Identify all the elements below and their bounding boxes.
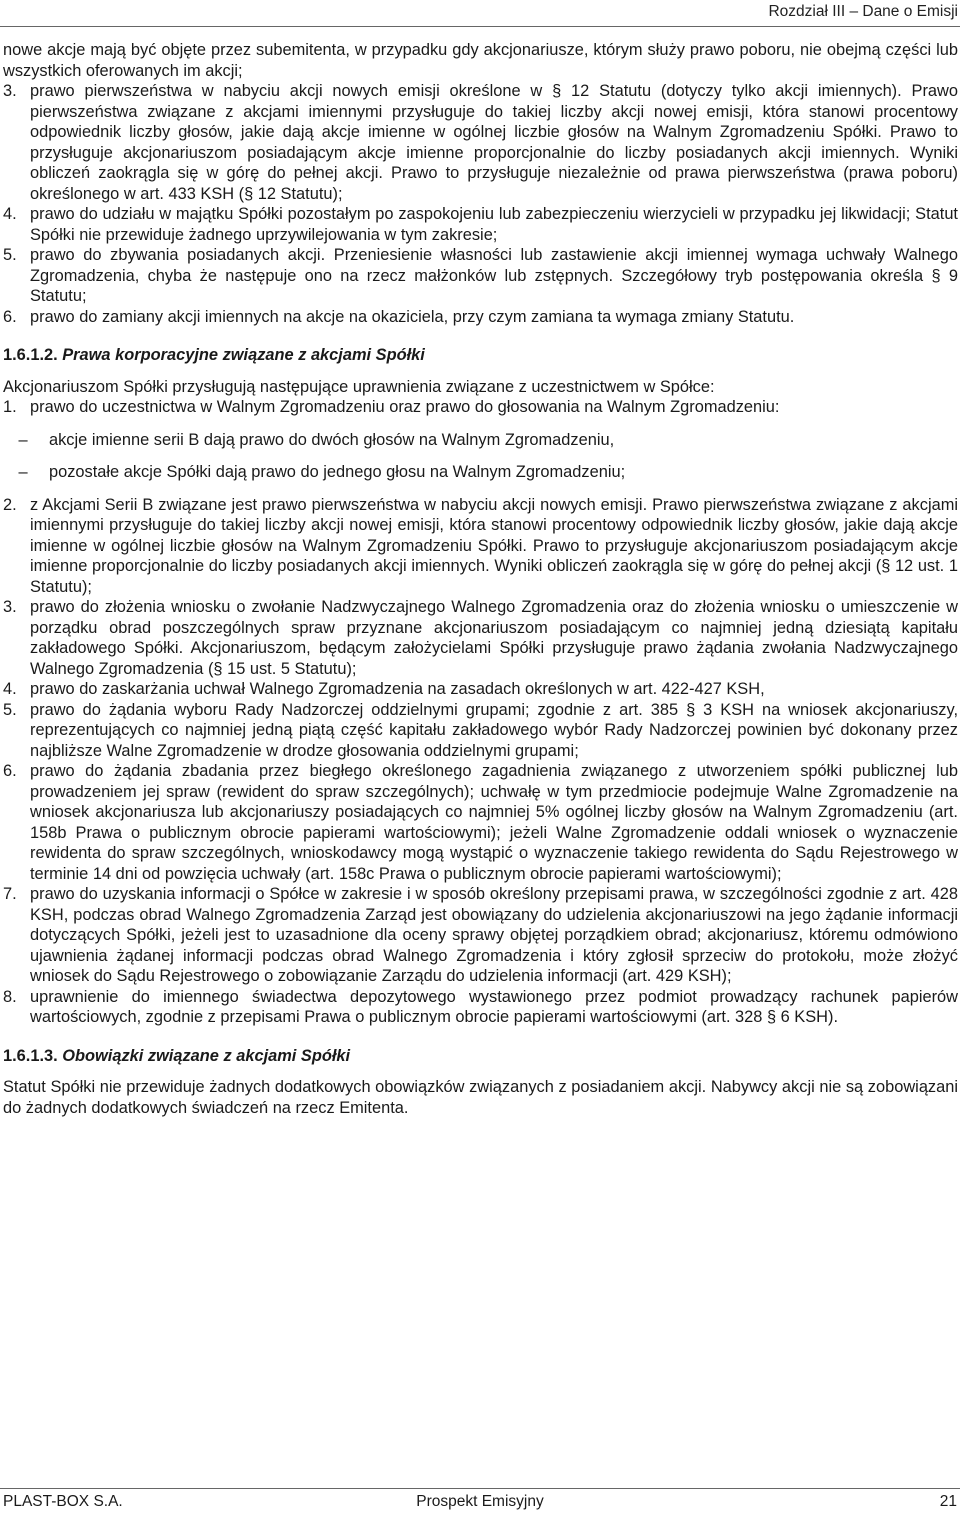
- footer-rule: [0, 1488, 960, 1489]
- page-number: 21: [939, 1493, 957, 1510]
- document-body: [3, 40, 958, 1118]
- list-item-text: prawo do zaskarżania uchwał Walnego Zgromadzenia na zasadach określonych w art. 422-427 KSH,: [30, 680, 765, 698]
- list-item-text: prawo do uczestnictwa w Walnym Zgromadzeniu oraz prawo do głosowania na Walnym Zgromadzeniu:: [30, 398, 780, 416]
- dash-marker: –: [18, 430, 28, 449]
- list-number: 2.: [3, 495, 17, 514]
- list-item: [3, 679, 958, 700]
- list-item: [3, 397, 958, 418]
- list-item-text: uprawnienie do imiennego świadectwa depozytowego wystawionego przez podmiot prowadzący rachunek papierów wartościowych, zgodnie z przepisami Prawa o publicznym obrocie papierami wartościowymi (art. 328 § 6 KSH).: [30, 987, 958, 1026]
- section-title: Obowiązki związane z akcjami Spółki: [62, 1046, 351, 1065]
- sub-list-item: [3, 462, 958, 483]
- list-item: [3, 761, 958, 884]
- list-number: 3.: [3, 82, 17, 100]
- section-text: Statut Spółki nie przewiduje żadnych dodatkowych obowiązków związanych z posiadaniem akcji. Nabywcy akcji nie są zobowiązani do żadnych dodatkowych świadczeń na rzecz Emitenta.: [3, 1078, 958, 1117]
- list-item-text: prawo do udziału w majątku Spółki pozostałym po zaspokojeniu lub zabezpieczeniu wierzycieli w przypadku jej likwidacji; Statut Spółki nie przewiduje żadnego uprzywilejowania w tym zakresie;: [30, 205, 958, 244]
- list-item-text: z Akcjami Serii B związane jest prawo pierwszeństwa w nabyciu akcji nowych emisji. Prawo pierwszeństwa związane z akcjami imiennymi przysługuje do takiej liczby akcji nowej emisji, która stanowi procentowy odpowiednik liczby głosów, jakie dają akcje imienne w ogólnej liczbie głosów na Walnym Zgromadzeniu Spółki. Prawo to przysługuje akcjonariuszom posiadającym akcje imienne proporcjonalnie do liczby posiadanych akcji imiennych. Wyniki obliczeń zaokrągla się w górę do pełnej akcji (§ 12 ust. 1 Statutu);: [30, 495, 958, 596]
- list-item: [3, 245, 958, 307]
- list-item: [3, 81, 958, 204]
- header-rule: [0, 26, 960, 27]
- list-item: [3, 700, 958, 762]
- section-heading: [3, 1046, 958, 1067]
- list-number: 8.: [3, 987, 17, 1006]
- list-item: [3, 597, 958, 679]
- list-number: 1.: [3, 398, 17, 416]
- list-item-text: prawo do żądania wyboru Rady Nadzorczej oddzielnymi grupami; zgodnie z art. 385 § 3 KSH na wniosek akcjonariuszy, reprezentujących co najmniej jedną piątą część kapitału zakładowego wybór Rady Nadzorczej powinien być dokonany przez najbliższe Walne Zgromadzenie w drodze głosowania oddzielnymi grupami;: [30, 700, 958, 760]
- list-item: [3, 204, 958, 245]
- footer-document-title: Prospekt Emisyjny: [416, 1493, 544, 1510]
- list-item: [3, 884, 958, 987]
- list-number: 7.: [3, 885, 17, 903]
- footer-company: PLAST-BOX S.A.: [3, 1493, 123, 1510]
- sub-list-item-text: akcje imienne serii B dają prawo do dwóch głosów na Walnym Zgromadzeniu,: [49, 430, 615, 449]
- section-number: 1.6.1.3.: [3, 1046, 58, 1065]
- sub-list-item-text: pozostałe akcje Spółki dają prawo do jednego głosu na Walnym Zgromadzeniu;: [49, 463, 626, 481]
- list-number: 6.: [3, 307, 17, 326]
- section-heading: [3, 345, 958, 366]
- list-item: [3, 987, 958, 1028]
- list-item-text: prawo do zbywania posiadanych akcji. Przeniesienie własności lub zastawienie akcji imiennej wymaga uchwały Walnego Zgromadzenia, chyba że następuje ono na rzecz małżonków lub zstępnych. Szczegółowy tryb postępowania określa § 9 Statutu;: [30, 246, 958, 305]
- section-title: Prawa korporacyjne związane z akcjami Spółki: [62, 346, 425, 364]
- list-item-text: prawo do żądania zbadania przez biegłego określonego zagadnienia związanego z utworzeniem spółki publicznej lub prowadzeniem jej spraw (rewident do spraw szczególnych); uchwałę w tym przedmiocie podejmuje Walne Zgromadzenie na wniosek akcjonariusza lub akcjonariuszy posiadających co najmniej 5% ogólnej liczby głosów na Walnym Zgromadzeniu (art. 158b Prawa o publicznym obrocie papierami wartościowymi); jeżeli Walne Zgromadzenie oddali wniosek o wyznaczenie rewidenta do spraw szczególnych, wnioskodawcy mogą wystąpić o wyznaczenie takiego rewidenta do Sądu Rejestrowego w terminie 14 dni od powzięcia uchwały (art. 158c Prawa o publicznym obrocie papierami wartościowymi);: [30, 762, 958, 883]
- list-number: 4.: [3, 205, 17, 223]
- list-item-text: prawo do zamiany akcji imiennych na akcje na okaziciela, przy czym zamiana ta wymaga zmiany Statutu.: [30, 307, 795, 326]
- section-intro: Akcjonariuszom Spółki przysługują następujące uprawnienia związane z uczestnictwem w Spółce:: [3, 377, 715, 396]
- list-item-text: prawo do złożenia wniosku o zwołanie Nadzwyczajnego Walnego Zgromadzenia oraz do złożenia wniosku o umieszczenie w porządku obrad poszczególnych spraw przyznane akcjonariuszom posiadającym co najmniej jedną dziesiątą kapitału zakładowego Spółki. Akcjonariuszom, będącym założycielami Spółki przysługuje prawo żądania zwołania Nadzwyczajnego Walnego Zgromadzenia (§ 15 ust. 5 Statutu);: [30, 598, 958, 678]
- list-item: [3, 495, 958, 598]
- list-number: 5.: [3, 246, 17, 264]
- list-item-text: prawo do uzyskania informacji o Spółce w zakresie i w sposób określony przepisami prawa, w szczególności zgodnie z art. 428 KSH, podczas obrad Walnego Zgromadzenia Zarząd jest obowiązany do udzielenia akcjonariuszowi na jego żądanie informacji dotyczących Spółki, jeżeli jest to uzasadnione dla oceny sprawy objętej porządkiem obrad; akcjonariusz, któremu odmówiono ujawnienia żądanej informacji podczas obrad Walnego Zgromadzenia i który zgłosił sprzeciw do protokołu, może złożyć wniosek do Sądu Rejestrowego o zobowiązanie Zarządu do udzielenia informacji (art. 429 KSH);: [30, 885, 958, 985]
- list-number: 6.: [3, 762, 17, 780]
- dash-marker: –: [18, 463, 28, 481]
- sub-list-item: [3, 430, 958, 451]
- list-number: 3.: [3, 598, 17, 616]
- running-header: Rozdział III – Dane o Emisji: [768, 3, 958, 20]
- intro-continuation: nowe akcje mają być objęte przez subemitenta, w przypadku gdy akcjonariusze, którym służy prawo poboru, nie obejmą części lub wszystkich oferowanych im akcji;: [3, 41, 958, 80]
- list-number: 4.: [3, 680, 17, 698]
- section-number: 1.6.1.2.: [3, 346, 58, 364]
- list-item-text: prawo pierwszeństwa w nabyciu akcji nowych emisji określone w § 12 Statutu (dotyczy tylko akcji imiennych). Prawo pierwszeństwa związane z akcjami imiennymi przysługuje do takiej liczby akcji nowej emisji, która stanowi procentowy odpowiednik liczby głosów, jakie dają akcje imienne w ogólnej liczbie głosów na Walnym Zgromadzeniu Spółki. Prawo to przysługuje akcjonariuszom posiadającym akcje imienne proporcjonalnie do liczby posiadanych akcji imiennych. Wyniki obliczeń zaokrągla się w górę do pełnej akcji. Prawo to przysługuje niezależnie od prawa pierwszeństwa (prawa poboru) określonego w art. 433 KSH (§ 12 Statutu);: [30, 82, 958, 203]
- list-item: [3, 307, 958, 328]
- list-number: 5.: [3, 700, 17, 719]
